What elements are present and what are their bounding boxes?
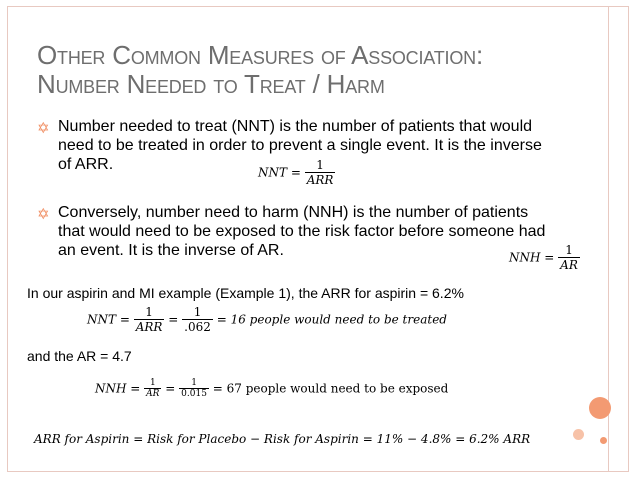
example-nnt-rhs: = 16 people would need to be treated (216, 312, 447, 327)
example-nnh-lhs: NNH = (95, 381, 141, 396)
example-nnh-frac1-num: 1 (149, 378, 156, 388)
example-nnt-frac2-num: 1 (193, 305, 202, 319)
formula-nnt-den: ARR (306, 173, 334, 187)
formula-nnh (509, 243, 580, 272)
example-nnh-frac2-den: 0.015 (181, 389, 207, 399)
bullet-icon: ✡ (37, 120, 50, 137)
formula-nnt (258, 158, 335, 187)
example-nnt-lhs: NNT = (87, 312, 130, 327)
formula-nnh-fraction (558, 243, 580, 272)
bullet-icon: ✡ (37, 206, 50, 223)
title-line-2: Number Needed to Treat / Harm (37, 69, 385, 99)
example-nnt-frac1-num: 1 (145, 305, 153, 319)
example-nnh-frac1 (144, 378, 161, 399)
example-nnt-equals: = (168, 312, 179, 327)
decor-circle-small (600, 437, 607, 444)
bullet-text-nnh: Conversely, number need to harm (NNH) is the number of patients that would need to be exposed to the risk factor before someone had an event. It is the inverse of AR. (58, 204, 546, 259)
title-line-1: Other Common Measures of Association: (37, 40, 483, 70)
formula-nnt-fraction (305, 158, 336, 187)
example-nnt-frac1-den: ARR (135, 320, 163, 334)
formula-nnt-num: 1 (316, 158, 324, 172)
example-nnh-frac2 (179, 378, 209, 399)
example-nnh-rhs: = 67 people would need to be exposed (212, 381, 449, 396)
formula-nnh-num: 1 (565, 243, 573, 257)
decor-circle-medium (573, 429, 584, 440)
example-nnt-frac1 (134, 305, 165, 334)
example-nnh-frac2-num: 1 (191, 378, 197, 388)
formula-nnt-lhs: NNT = (258, 165, 301, 180)
ar-text: and the AR = 4.7 (27, 348, 132, 364)
example-nnt-equation (87, 305, 447, 334)
example-nnh-equation (95, 378, 448, 399)
example-nnt-frac2 (182, 305, 213, 334)
arr-equation: ARR for Aspirin = Risk for Placebo − Risk for Aspirin = 11% − 4.8% = 6.2% ARR (34, 432, 531, 446)
decor-circle-large (589, 397, 611, 419)
example-nnh-equals: = (165, 381, 176, 396)
example-text: In our aspirin and MI example (Example 1), the ARR for aspirin = 6.2% (27, 285, 464, 301)
example-nnt-frac2-den: .062 (184, 320, 211, 334)
bullet-text-nnt: Number needed to treat (NNT) is the number of patients that would need to be treated in order to prevent a single event. It is the inverse of ARR. (58, 118, 542, 173)
slide-title (37, 41, 483, 99)
example-nnh-frac1-den: AR (146, 389, 160, 399)
formula-nnh-lhs: NNH = (509, 250, 555, 265)
formula-nnh-den: AR (560, 258, 578, 272)
